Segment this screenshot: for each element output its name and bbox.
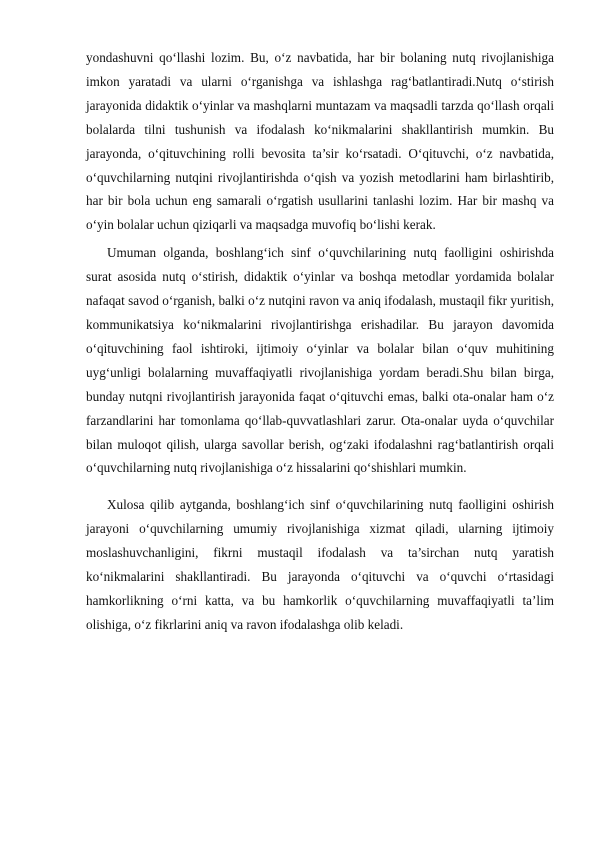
document-body [86, 46, 554, 637]
paragraph-summary: Umuman olganda, boshlang‘ich sinf o‘quvchilarining nutq faolligini oshirishda surat asosida nutq o‘stirish, didaktik o‘yinlar va boshqa metodlar yordamida bolalar nafaqat savod o‘rganish, balki o‘z nutqini ravon va aniq ifodalash, mustaqil fikr yuritish, kommunikatsiya ko‘nikmalarini rivojlantirishga erishadilar. Bu jarayon davomida o‘qituvchining faol ishtiroki, ijtimoiy o‘yinlar va bolalar bilan o‘quv muhitining uyg‘unligi bolalarning muvaffaqiyatli rivojlanishiga yordam beradi.Shu bilan birga, bunday nutqni rivojlantirish jarayonida faqat o‘qituvchi emas, balki ota-onalar ham o‘z farzandlarini har tomonlama qo‘llab-quvvatlashlari zarur. Ota-onalar uyda o‘quvchilar bilan muloqot qilish, ularga savollar berish, og‘zaki ifodalashni rag‘batlantirish orqali o‘quvchilarning nutq rivojlanishiga o‘z hissalarini qo‘shishlari mumkin. [86, 245, 554, 476]
paragraph-continuation: yondashuvni qo‘llashi lozim. Bu, o‘z navbatida, har bir bolaning nutq rivojlanishiga imkon yaratadi va ularni o‘rganishga va ishlashga rag‘batlantiradi.Nutq o‘stirish jarayonida didaktik o‘yinlar va mashqlarni muntazam va maqsadli tarzda qo‘llash orqali bolalarda tilni tushunish va ifodalash ko‘nikmalarini shakllantirish mumkin. Bu jarayonda, o‘qituvchining rolli bevosita ta’sir ko‘rsatadi. O‘qituvchi, o‘z navbatida, o‘quvchilarning nutqini rivojlantirishda o‘qish va yozish metodlarini ham birlashtirib, har bir bola uchun eng samarali o‘rgatish usullarini tanlashi lozim. Har bir mashq va o‘yin bolalar uchun qiziqarli va maqsadga muvofiq bo‘lishi kerak. [86, 50, 554, 233]
paragraph-conclusion: Xulosa qilib aytganda, boshlang‘ich sinf o‘quvchilarining nutq faolligini oshirish jarayoni o‘quvchilarning umumiy rivojlanishiga xizmat qiladi, ularning ijtimoiy moslashuvchanligini, fikrni mustaqil ifodalash va ta’sirchan nutq yaratish ko‘nikmalarini shakllantiradi. Bu jarayonda o‘qituvchi va o‘quvchi o‘rtasidagi hamkorlikning o‘rni katta, va bu hamkorlik o‘quvchilarning muvaffaqiyatli ta’lim olishiga, o‘z fikrlarini aniq va ravon ifodalashga olib keladi. [86, 497, 554, 632]
